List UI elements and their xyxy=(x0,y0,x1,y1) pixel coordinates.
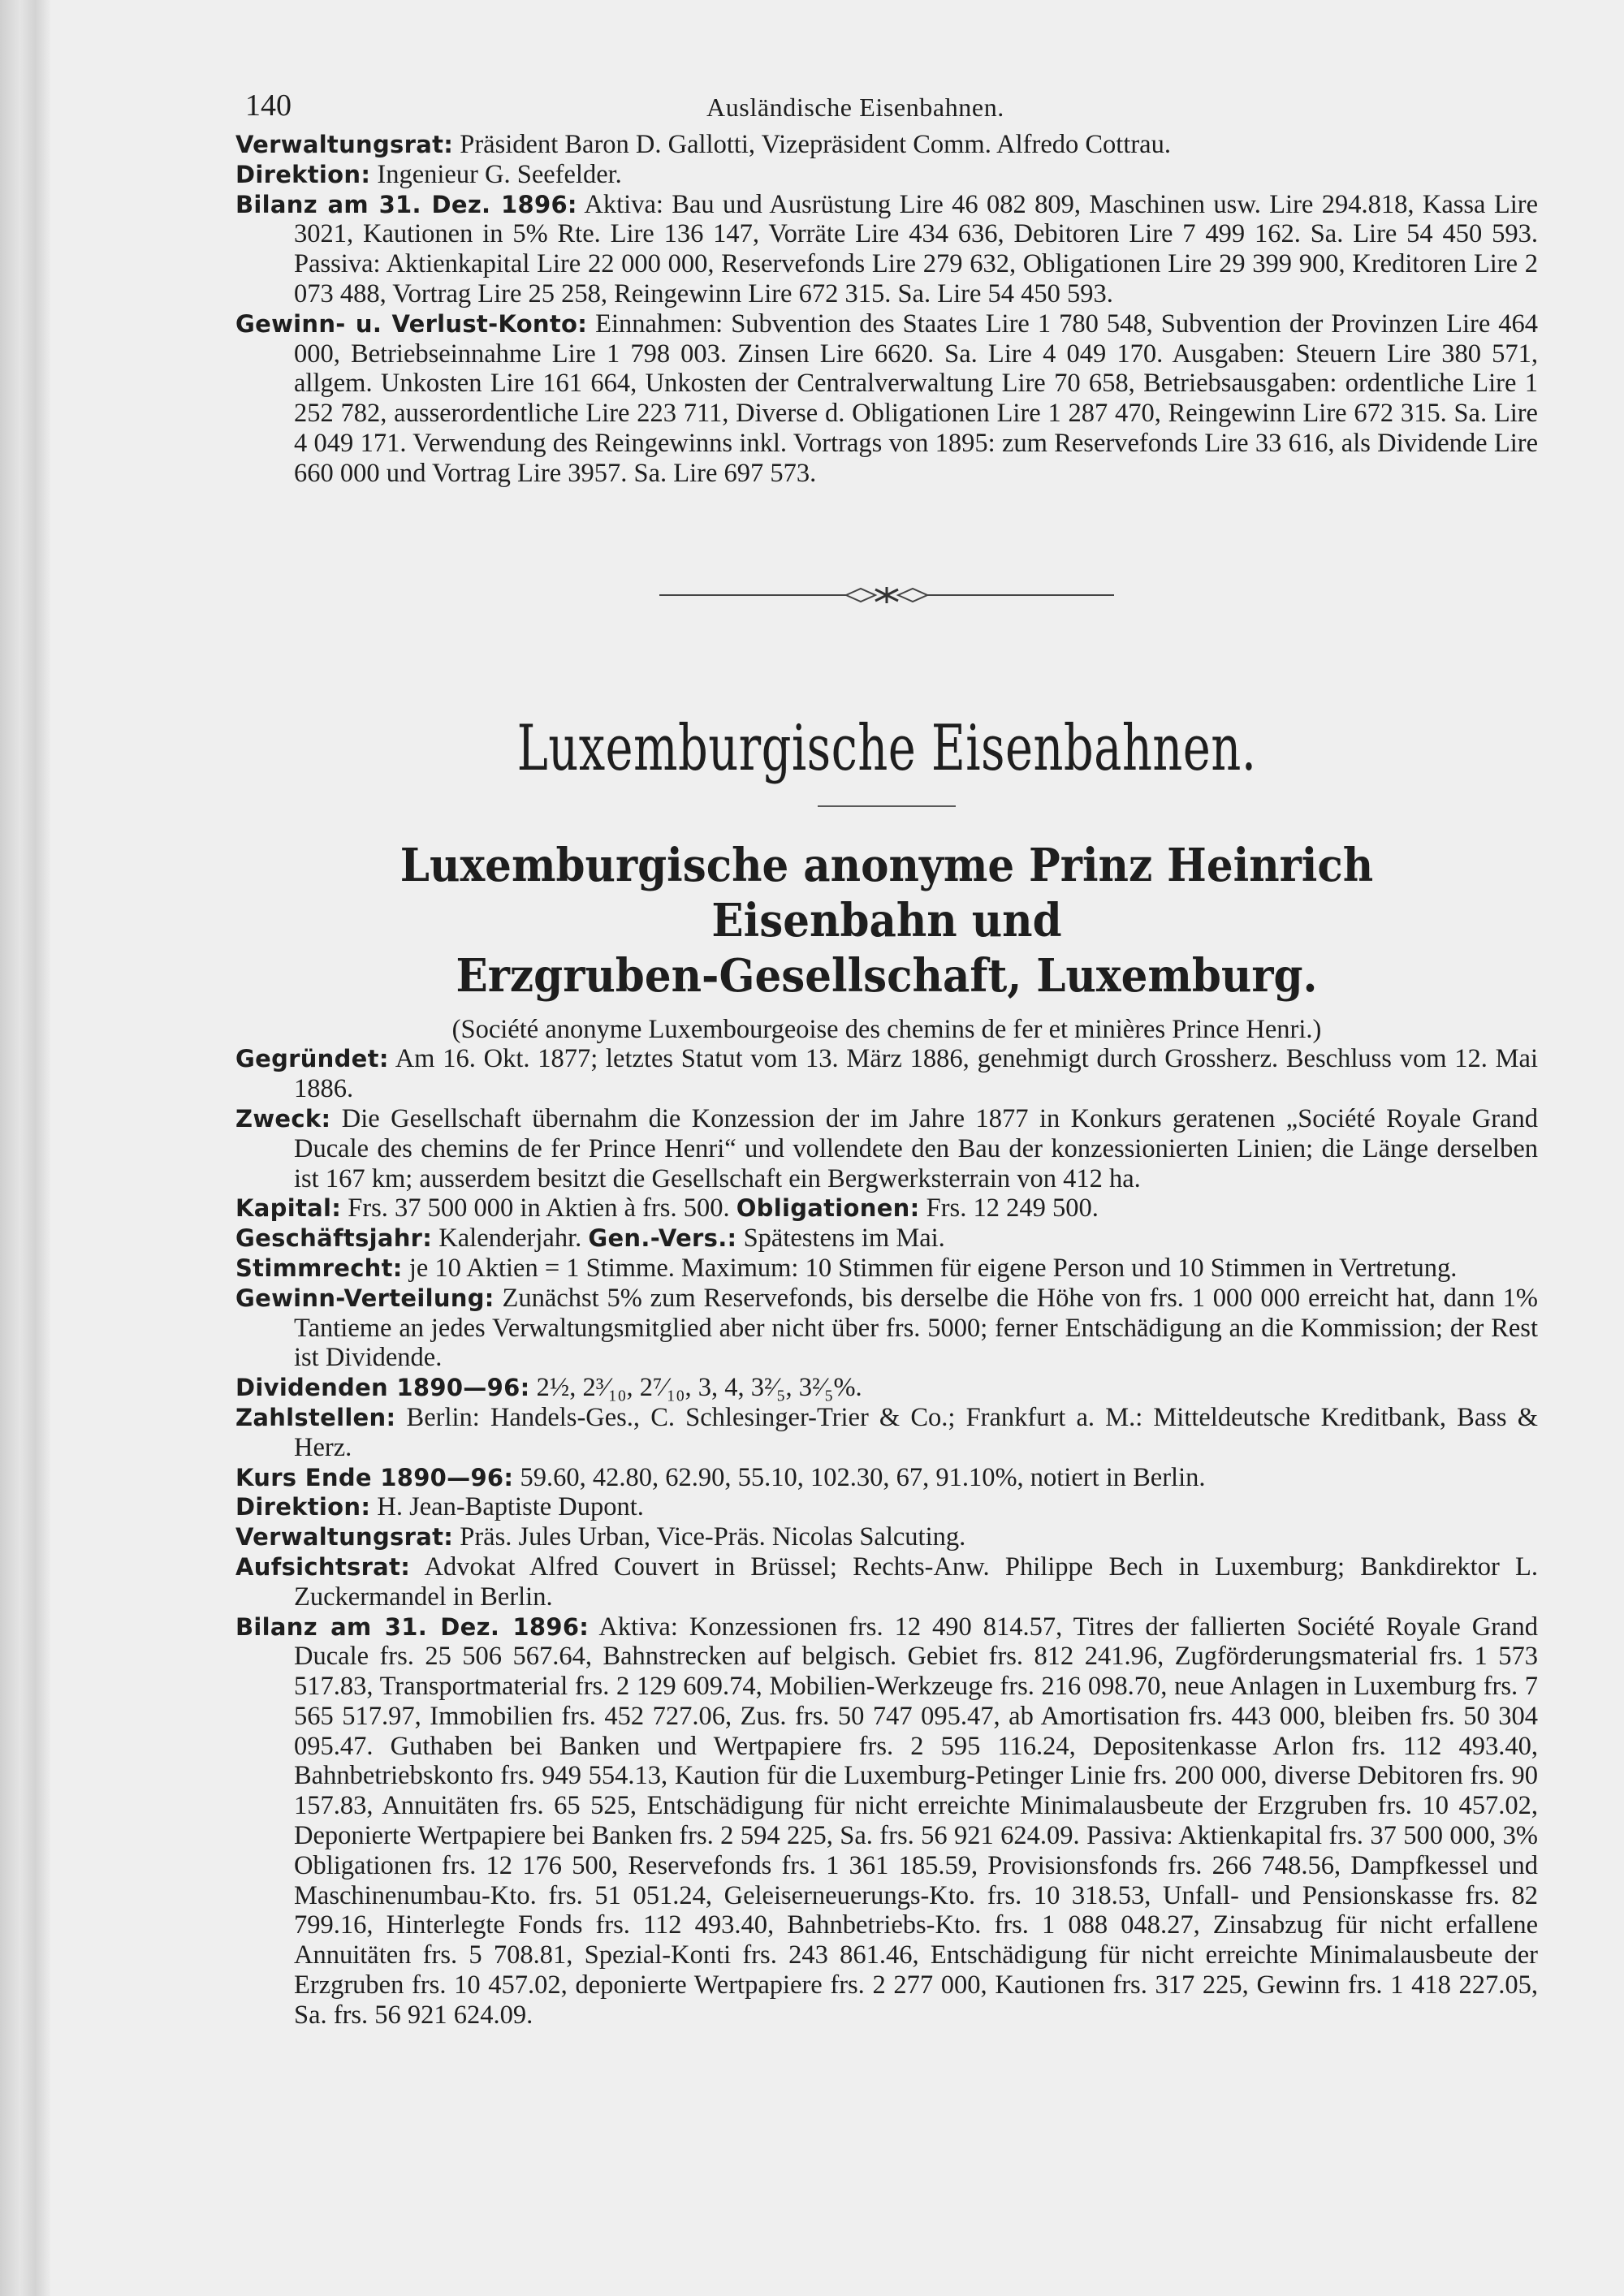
company-title-line2: Erzgruben-Gesellschaft, Luxemburg. xyxy=(456,948,1318,1003)
entry-label: Aufsichtsrat: xyxy=(235,1552,411,1581)
section-title: Luxemburgische Eisenbahnen. xyxy=(516,711,1257,785)
entry-text: Frs. 37 500 000 in Aktien à frs. 500. xyxy=(341,1193,736,1224)
company-title-line1: Luxemburgische anonyme Prinz Heinrich Eisenbahn und xyxy=(400,838,1374,947)
running-title: Ausländische Eisenbahnen. xyxy=(706,93,1004,122)
entry-label: Dividenden 1890—96: xyxy=(235,1374,530,1402)
entry-text: 2½, 2³⁄₁₀, 2⁷⁄₁₀, 3, 4, 3²⁄₅, 3²⁄₅%. xyxy=(529,1373,862,1403)
entry-text: Am 16. Okt. 1877; letztes Statut vom 13. März 1886, genehmigt durch Grossherz. Beschluss vom 12. Mai 1886. xyxy=(294,1044,1538,1104)
scanned-page-edge xyxy=(0,0,50,2296)
entry-label-secondary: Gen.-Vers.: xyxy=(588,1224,737,1253)
entry-text: Advokat Alfred Couvert in Brüssel; Rechts-Anw. Philippe Bech in Luxemburg; Bankdirektor L. Zuckermandel in Berlin. xyxy=(294,1552,1538,1612)
entry-text: Kalenderjahr. xyxy=(432,1224,589,1254)
entry-dividenden xyxy=(235,1373,1538,1403)
entry-text: Präs. Jules Urban, Vice-Präs. Nicolas Salcuting. xyxy=(453,1522,966,1552)
company-title xyxy=(287,838,1486,1003)
entry-gewinn-verteilung xyxy=(235,1284,1538,1373)
running-head xyxy=(235,81,1538,130)
entry-label: Bilanz am 31. Dez. 1896: xyxy=(235,190,577,218)
entry-label: Verwaltungsrat: xyxy=(235,131,454,158)
previous-company-section xyxy=(235,130,1538,489)
entry-label: Verwaltungsrat: xyxy=(235,1523,454,1552)
entry-text: Die Gesellschaft übernahm die Konzession der im Jahre 1877 in Konkurs geratenen „Société Royale Grand Ducale des chemins de fer Prince Henri“ und vollendete den Bau der konzessionierten Linien; die Länge derselben ist 167 km; ausserdem besitzt die Gesellschaft ein Bergwerksterrain von 412 ha. xyxy=(294,1103,1538,1193)
entry-kurs xyxy=(235,1463,1538,1493)
company-subtitle: (Société anonyme Luxembourgeoise des chemins de fer et minières Prince Henri.) xyxy=(451,1014,1322,1044)
entry-direktion xyxy=(235,160,1538,190)
entry-text: Aktiva: Konzessionen frs. 12 490 814.57, Titres der fallierten Société Royale Grand Ducale frs. 25 506 567.64, Bahnstrecken auf belgisch. Gebiet frs. 812 241.96, Zugförderungsmaterial frs. 1 573 517.83, Transportmaterial frs. 2 129 609.74, Mobilien-Werkzeuge frs. 216 098.70, neue Anlagen in Luxemburg frs. 7 565 517.97, Immobilien frs. 452 727.06, Zus. frs. 50 747 095.47, ab Amortisation frs. 443 000, bleiben frs. 50 304 095.47. Guthaben bei Banken und Wertpapiere frs. 2 595 116.24, Depositenkasse Arlon frs. 112 493.40, Bahnbetriebskonto frs. 949 554.13, Kaution für die Luxemburg-Petinger Linie frs. 200 000, diverse Debitoren frs. 90 157.83, Annuitäten frs. 65 525, Entschädigung für nicht erreichte Minimalausbeute der Erzgruben frs. 10 457.02, Deponierte Wertpapiere bei Banken frs. 2 594 225, Sa. frs. 56 921 624.09. Passiva: Aktienkapital frs. 37 500 000, 3% Obligationen frs. 12 176 500, Reservefonds frs. 1 361 185.59, Provisionsfonds frs. 266 748.56, Dampfkessel und Maschinenumbau-Kto. frs. 51 051.24, Geleiserneuerungs-Kto. frs. 10 318.53, Unfall- und Pensionskasse frs. 82 799.16, Hinterlegte Fonds frs. 112 493.40, Bahnbetriebs-Kto. frs. 1 088 048.27, Zinsabzug für nicht erfallene Annuitäten frs. 5 708.81, Spezial-Konti frs. 243 861.46, Entschädigung für nicht erreichte Minimalausbeute der Erzgruben frs. 10 457.02, deponierte Wertpapiere frs. 2 277 000, Kautionen frs. 317 225, Gewinn frs. 1 418 227.05, Sa. frs. 56 921 624.09. xyxy=(294,1612,1538,2030)
entry-geschaeftsjahr xyxy=(235,1224,1538,1254)
entry-zweck xyxy=(235,1104,1538,1193)
section-divider-ornament xyxy=(235,583,1538,615)
entry-label: Direktion: xyxy=(235,1493,371,1521)
entry-label: Gewinn- u. Verlust-Konto: xyxy=(235,309,588,338)
entry-verwaltungsrat xyxy=(235,130,1538,160)
entry-label: Kapital: xyxy=(235,1194,342,1223)
entry-kapital xyxy=(235,1193,1538,1224)
entry-bilanz xyxy=(235,1612,1538,2031)
short-rule-divider xyxy=(818,805,956,807)
entry-text: 59.60, 42.80, 62.90, 55.10, 102.30, 67, 91.10%, notiert in Berlin. xyxy=(513,1462,1206,1492)
entry-label: Zahlstellen: xyxy=(235,1403,396,1431)
entry-bilanz xyxy=(235,190,1538,309)
entry-stimmrecht xyxy=(235,1254,1538,1284)
entry-text: Berlin: Handels-Ges., C. Schlesinger-Trier & Co.; Frankfurt a. M.: Mitteldeutsche Kreditbank, Bass & Herz. xyxy=(294,1402,1538,1462)
entry-label-secondary: Obligationen: xyxy=(736,1194,920,1223)
entry-text: Aktiva: Bau und Ausrüstung Lire 46 082 809, Maschinen usw. Lire 294.818, Kassa Lire 3021, Kautionen in 5% Rte. Lire 136 147, Vorräte Lire 434 636, Debitoren Lire 7 499 162. Sa. Lire 54 450 593. Passiva: Aktienkapital Lire 22 000 000, Reservefonds Lire 279 632, Obligationen Lire 29 399 900, Kreditoren Lire 2 073 488, Vortrag Lire 25 258, Reingewinn Lire 672 315. Sa. Lire 54 450 593. xyxy=(294,189,1538,309)
entry-zahlstellen xyxy=(235,1403,1538,1463)
entry-text: Zunächst 5% zum Reservefonds, bis derselbe die Höhe von frs. 1 000 000 erreicht hat, dann 1% Tantieme an jedes Verwaltungsmitglied aber nicht über frs. 5000; ferner Entschädigung an die Kommission; der Rest ist Dividende. xyxy=(294,1283,1538,1373)
entry-label: Kurs Ende 1890—96: xyxy=(235,1463,514,1491)
entry-text-secondary: Spätestens im Mai. xyxy=(736,1224,945,1254)
entry-label: Stimmrecht: xyxy=(235,1254,403,1282)
entry-text: Einnahmen: Subvention des Staates Lire 1 780 548, Subvention der Provinzen Lire 464 000, Betriebseinnahme Lire 1 798 003. Zinsen Lire 6620. Sa. Lire 4 049 170. Ausgaben: Steuern Lire 380 571, allgem. Unkosten Lire 161 664, Unkosten der Centralverwaltung Lire 70 658, Betriebsausgaben: ordentliche Lire 1 252 782, ausserordentliche Lire 223 711, Diverse d. Obligationen Lire 1 287 470, Reingewinn Lire 672 315. Sa. Lire 4 049 171. Verwendung des Reingewinns inkl. Vortrags von 1895: zum Reservefonds Lire 33 616, als Dividende Lire 660 000 und Vortrag Lire 3957. Sa. Lire 697 573. xyxy=(294,309,1539,488)
entry-verwaltungsrat xyxy=(235,1522,1538,1552)
entry-label: Direktion: xyxy=(235,160,371,188)
entry-label: Gegründet: xyxy=(235,1045,389,1073)
entry-text: je 10 Aktien = 1 Stimme. Maximum: 10 Stimmen für eigene Person und 10 Stimmen in Vertretung. xyxy=(402,1253,1458,1283)
entry-label: Gewinn-Verteilung: xyxy=(235,1284,495,1312)
entry-gewinn-verlust xyxy=(235,309,1538,489)
entry-text: H. Jean-Baptiste Dupont. xyxy=(370,1492,644,1522)
entry-direktion xyxy=(235,1492,1538,1522)
page-number: 140 xyxy=(245,88,292,123)
entry-label: Bilanz am 31. Dez. 1896: xyxy=(235,1612,590,1641)
entry-label: Geschäftsjahr: xyxy=(235,1224,433,1253)
company-details xyxy=(235,1044,1538,2030)
entry-label: Zweck: xyxy=(235,1104,331,1133)
entry-gegruendet xyxy=(235,1044,1538,1104)
entry-text: Ingenieur G. Seefelder. xyxy=(370,159,622,189)
entry-text: Präsident Baron D. Gallotti, Vizepräsident Comm. Alfredo Cottrau. xyxy=(453,130,1171,159)
document-page xyxy=(235,81,1538,2031)
entry-aufsichtsrat xyxy=(235,1552,1538,1612)
entry-text-secondary: Frs. 12 249 500. xyxy=(919,1193,1099,1224)
